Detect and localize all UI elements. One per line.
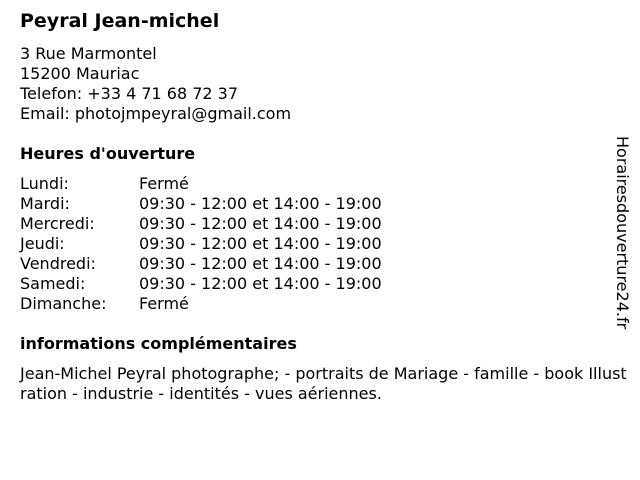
day-label: Samedi: — [20, 274, 86, 293]
day-label: Mercredi: — [20, 214, 95, 233]
business-name: Peyral Jean-michel — [20, 10, 220, 32]
hours-value: 09:30 - 12:00 et 14:00 - 19:00 — [139, 234, 382, 253]
hours-value: 09:30 - 12:00 et 14:00 - 19:00 — [139, 214, 382, 233]
opening-hours-heading: Heures d'ouverture — [20, 144, 196, 163]
hours-value: 09:30 - 12:00 et 14:00 - 19:00 — [139, 254, 382, 273]
city-postcode: 15200 Mauriac — [20, 64, 140, 83]
additional-info-heading: informations complémentaires — [20, 334, 297, 353]
day-label: Vendredi: — [20, 254, 96, 273]
day-label: Mardi: — [20, 194, 70, 213]
email-line: Email: photojmpeyral@gmail.com — [20, 104, 292, 123]
hours-value: 09:30 - 12:00 et 14:00 - 19:00 — [139, 274, 382, 293]
street-address: 3 Rue Marmontel — [20, 44, 157, 63]
contact-block — [20, 44, 291, 124]
day-label: Jeudi: — [20, 234, 65, 253]
hours-value: 09:30 - 12:00 et 14:00 - 19:00 — [139, 194, 382, 213]
site-watermark: Horairesdouverture24.fr — [613, 136, 632, 330]
day-label: Dimanche: — [20, 294, 107, 313]
additional-info-text: Jean-Michel Peyral photographe; - portraits de Mariage - famille - book Illustration - industrie - identités - vues aériennes. — [20, 364, 627, 403]
hours-value: Fermé — [139, 174, 189, 193]
hours-value: Fermé — [139, 294, 189, 313]
day-label: Lundi: — [20, 174, 69, 193]
phone-line: Telefon: +33 4 71 68 72 37 — [20, 84, 239, 103]
